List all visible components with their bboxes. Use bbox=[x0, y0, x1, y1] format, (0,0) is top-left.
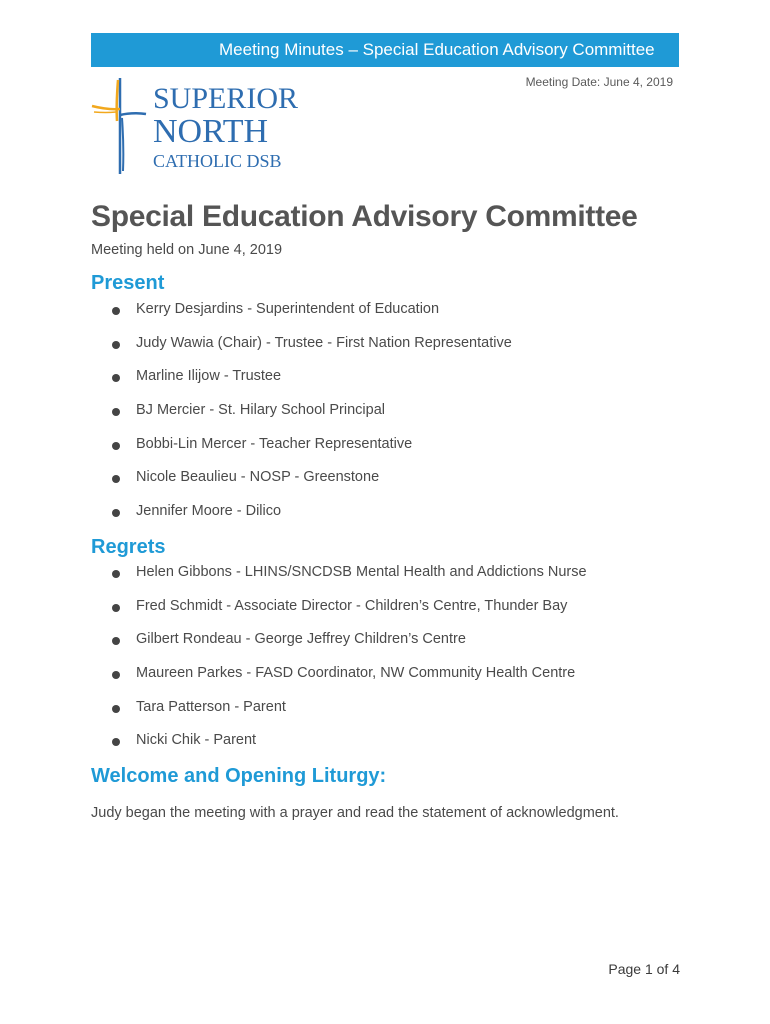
regrets-heading: Regrets bbox=[91, 536, 166, 558]
welcome-heading: Welcome and Opening Liturgy: bbox=[91, 765, 387, 787]
list-item: Nicki Chik - Parent bbox=[110, 731, 587, 765]
list-item: Nicole Beaulieu - NOSP - Greenstone bbox=[110, 468, 512, 502]
list-item: Fred Schmidt - Associate Director - Children’s Centre, Thunder Bay bbox=[110, 597, 587, 631]
welcome-paragraph: Judy began the meeting with a prayer and read the statement of acknowledgment. bbox=[91, 805, 619, 821]
header-banner bbox=[91, 33, 679, 67]
organization-logo bbox=[90, 78, 299, 178]
logo-wordmark bbox=[153, 84, 298, 171]
list-item: BJ Mercier - St. Hilary School Principal bbox=[110, 401, 512, 435]
list-item: Gilbert Rondeau - George Jeffrey Children’s Centre bbox=[110, 630, 587, 664]
page-title: Special Education Advisory Committee bbox=[91, 200, 638, 233]
list-item: Maureen Parkes - FASD Coordinator, NW Community Health Centre bbox=[110, 664, 587, 698]
logo-line-north: NORTH bbox=[153, 113, 269, 150]
present-list bbox=[110, 300, 512, 536]
present-heading: Present bbox=[91, 272, 165, 294]
list-item: Bobbi-Lin Mercer - Teacher Representative bbox=[110, 435, 512, 469]
list-item: Marline Ilijow - Trustee bbox=[110, 367, 512, 401]
logo-line-catholic-dsb: CATHOLIC DSB bbox=[153, 151, 282, 171]
list-item: Judy Wawia (Chair) - Trustee - First Nation Representative bbox=[110, 334, 512, 368]
logo-line-superior: SUPERIOR bbox=[153, 82, 299, 115]
cross-icon bbox=[90, 76, 150, 176]
page-number: Page 1 of 4 bbox=[608, 961, 680, 977]
list-item: Helen Gibbons - LHINS/SNCDSB Mental Health and Addictions Nurse bbox=[110, 563, 587, 597]
list-item: Tara Patterson - Parent bbox=[110, 698, 587, 732]
list-item: Kerry Desjardins - Superintendent of Education bbox=[110, 300, 512, 334]
banner-title: Meeting Minutes – Special Education Advisory Committee bbox=[219, 40, 655, 59]
page-subtitle: Meeting held on June 4, 2019 bbox=[91, 242, 283, 258]
regrets-list bbox=[110, 563, 587, 765]
meeting-date: Meeting Date: June 4, 2019 bbox=[525, 75, 673, 89]
list-item: Jennifer Moore - Dilico bbox=[110, 502, 512, 536]
